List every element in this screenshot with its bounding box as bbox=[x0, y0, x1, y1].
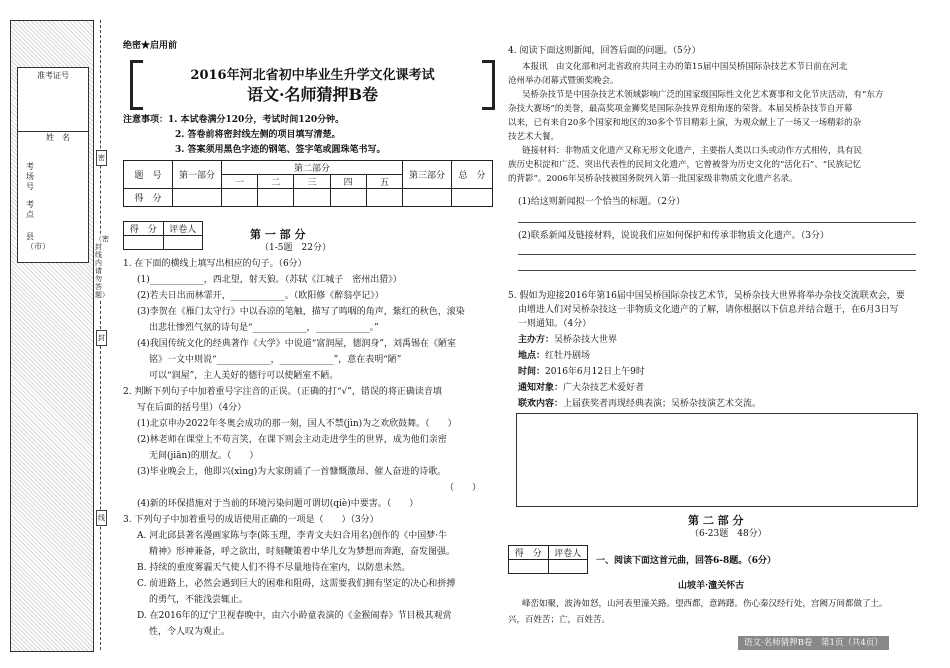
note-3: 3. 答案须用黑色字迹的钢笔、签字笔或圆珠笔书写。 bbox=[175, 145, 386, 155]
q4-body-4: 杂技大赛场”的美誉，最高奖项金狮奖是国际杂技界竞相角逐的荣誉。本届吴桥杂技节自开幕 bbox=[508, 104, 853, 114]
q1-line-5: (4)我国传统文化的经典著作《大学》中说道“富润屋，德润身”，刘禹锡在《陋室 bbox=[137, 339, 456, 349]
note-2: 2. 答卷前将密封线左侧的项目填写清楚。 bbox=[175, 130, 341, 140]
q5-info-5: 联欢内容：上届获奖者再现经典表演；吴桥杂技演艺术交流。 bbox=[518, 399, 762, 409]
q3-opt-2: 精神》形神兼备，呼之欲出，时刻鞭策着中华儿女为梦想而奔跑，奋发图强。 bbox=[149, 547, 456, 557]
part1-title: 第 一 部 分 bbox=[250, 228, 306, 241]
q3-opt-5: 的勇气，不能浅尝辄止。 bbox=[149, 595, 249, 605]
field-name: 姓 名 bbox=[46, 133, 70, 142]
q1-line-1: (1)____________，西北望，射天狼。（苏轼《江城子 密州出猎》） bbox=[137, 275, 402, 285]
q2-line-5: （ ） bbox=[445, 483, 482, 493]
q4-body-2: 沧州举办闭幕式暨颁奖晚会。 bbox=[508, 76, 619, 86]
poem-line-1: 峰峦如聚，波涛如怒，山河表里潼关路。望西都，意踌躇。伤心秦汉经行处，宫阙万间都做了土。 bbox=[522, 599, 888, 609]
grader-box-2: 得 分 评卷人 bbox=[508, 545, 588, 574]
col-sub-1: 一 bbox=[222, 175, 258, 189]
col-part2: 第二部分 bbox=[222, 161, 403, 175]
q2-line-4: (3)毕业晚会上，他即兴(xìng)为大家朗诵了一首慷慨激昂、催人奋进的诗歌。 bbox=[137, 467, 447, 477]
binding-mark-2: 封 bbox=[96, 330, 107, 346]
q3-stem: 3. 下列句子中加着重号的成语使用正确的一项是（ ）（3分） bbox=[123, 515, 379, 525]
q4-answer-line-2 bbox=[518, 254, 916, 255]
exam-title: 2016年河北省初中毕业生升学文化课考试 bbox=[190, 68, 435, 83]
section1-title: 一、阅读下面这首元曲，回答6-8题。（6分） bbox=[596, 556, 777, 566]
score-table bbox=[123, 160, 493, 207]
title-box bbox=[130, 60, 495, 104]
q4-news bbox=[508, 60, 918, 186]
part1-sub: （1-5题 22分） bbox=[260, 243, 331, 253]
q4-stem: 4. 阅读下面这则新闻，回答后面的问题。（5分） bbox=[508, 46, 701, 56]
part2-title: 第 二 部 分 bbox=[688, 514, 744, 527]
binding-mark-3: 线 bbox=[96, 510, 107, 526]
q3-opt-1: A. 河北邱县著名漫画家陈与李(陈玉理，李青文夫妇合用名)创作的《中国梦·牛 bbox=[137, 531, 448, 541]
q2-stem-2: 写在后面的括号里）（4分） bbox=[137, 403, 247, 413]
part2-sub: （6-23题 48分） bbox=[690, 529, 767, 539]
field-exam-room: 考场号 bbox=[26, 162, 34, 191]
q1-line-6: 铭》一文中则说“____________，____________”，意在表明“陋” bbox=[149, 355, 402, 365]
q1-line-7: 可以“润屋”，主人美好的德行可以使陋室不陋。 bbox=[149, 371, 339, 381]
col-part3: 第三部分 bbox=[403, 161, 452, 189]
col-sub-4: 四 bbox=[330, 175, 366, 189]
poem-line-2: 兴，百姓苦；亡，百姓苦。 bbox=[508, 615, 611, 625]
q1-stem: 1. 在下面的横线上填写出相应的句子。（6分） bbox=[123, 259, 307, 269]
binding-note: （密封线内请勿答题） bbox=[95, 235, 109, 299]
q5-stem-2: 由增进人们对吴桥杂技这一非物质文化遗产的了解，请你根据以下信息并结合题干，在6月3日写 bbox=[518, 305, 899, 315]
field-exam-site: 考 点 bbox=[26, 200, 42, 219]
q5-answer-box[interactable] bbox=[516, 413, 918, 507]
q5-info-2: 地点：红牡丹剧场 bbox=[518, 351, 591, 361]
col-sub-5: 五 bbox=[366, 175, 402, 189]
page-footer: 语文·名师猜押B卷 第1页（共4页） bbox=[738, 636, 889, 650]
q3-opt-7: 性，令人叹为观止。 bbox=[149, 627, 231, 637]
q3-opt-3: B. 持续的重度雾霾天气使人们不得不尽量地待在室内，以防患未然。 bbox=[137, 563, 411, 573]
q1-line-4: 出悲壮惨烈气氛的诗句是“____________，____________。” bbox=[149, 323, 379, 333]
binding-strip bbox=[10, 20, 94, 652]
q5-info-4: 通知对象：广大杂技艺术爱好者 bbox=[518, 383, 645, 393]
q2-line-1: (1)北京申办2022年冬奥会成功的那一刻，国人不禁(jìn)为之欢欣鼓舞。（ ） bbox=[137, 419, 457, 429]
q4-body-6: 技艺术大餐。 bbox=[508, 132, 560, 142]
poem-title: 山坡羊·潼关怀古 bbox=[678, 581, 745, 591]
admission-label: 准考证号 bbox=[37, 71, 69, 80]
q3-opt-6: D. 在2016年的辽宁卫视春晚中，由六小龄童表演的《金猴闹春》节目极其观赏 bbox=[137, 611, 452, 621]
secret-mark: 绝密★启用前 bbox=[123, 41, 178, 51]
q4-body-7: 链接材料：非物质文化遗产又称无形文化遗产，主要指人类以口头或动作方式相传，具有民 bbox=[522, 146, 863, 156]
q1-line-3: (3)李贺在《雁门太守行》中以吞凉的笔触，描写了鸣咽的角声，紫红的秋色，滚染 bbox=[137, 307, 465, 317]
col-total: 总 分 bbox=[452, 161, 493, 189]
q1-line-2: (2)若夫日出而林霏开，____________。（欧阳修《醉翁亭记》） bbox=[137, 291, 384, 301]
info-box bbox=[17, 131, 89, 263]
exam-subtitle: 语文·名师猜押B卷 bbox=[246, 85, 379, 104]
note-1: 注意事项：1. 本试卷满分120分，考试时间120分钟。 bbox=[123, 115, 345, 125]
q3-opt-4: C. 前进路上，必然会遇到巨大的困难和阻碍，这需要我们拥有坚定的决心和拼搏 bbox=[137, 579, 456, 589]
col-sub-2: 二 bbox=[258, 175, 294, 189]
q4-body-1: 本报讯 由文化部和河北省政府共同主办的第15届中国吴桥国际杂技艺术节日前在河北 bbox=[522, 62, 848, 72]
field-county: 县（市） bbox=[26, 232, 50, 251]
q4-body-9: 的背影”。2006年吴桥杂技被国务院列入第一批国家级非物质文化遗产名录。 bbox=[508, 174, 798, 184]
q4-body-3: 吴桥杂技节是中国杂技艺术领域影响广泛的国家级国际性文化艺术赛事和文化节庆活动，有“东方 bbox=[522, 90, 884, 100]
q2-stem: 2. 判断下列句子中加着重号字注音的正误。（正确的打“√”，错误的将正确读音填 bbox=[123, 387, 442, 397]
q5-stem-3: 一则通知。（4分） bbox=[518, 319, 592, 329]
q4-answer-line-1 bbox=[518, 222, 916, 223]
binding-mark-1: 密 bbox=[96, 150, 107, 166]
q5-stem-1: 5. 假如为迎接2016年第16届中国吴桥国际杂技艺术节，吴桥杂技大世界将举办杂技交流联欢会，要 bbox=[508, 291, 905, 301]
q2-line-3: 无间(jiān)的朋友。（ ） bbox=[149, 451, 259, 461]
grader-box-1: 得 分 评卷人 bbox=[123, 221, 203, 250]
q2-line-6: (4)新的环保措施对于当前的环境污染问题可谓切(qiè)中要害。（ ） bbox=[137, 499, 419, 509]
q5-info-3: 时间：2016年6月12日上午9时 bbox=[518, 367, 645, 377]
q4-body-8: 族历史积淀和广泛、突出代表性的民间文化遗产，它曾被誉为历史文化的“活化石”、“民族记忆 bbox=[508, 160, 862, 170]
q2-line-2: (2)林老师在课堂上不苟言笑，在课下则会主动走进学生的世界，成为他们亲密 bbox=[137, 435, 447, 445]
q5-info-1: 主办方：吴桥杂技大世界 bbox=[518, 335, 618, 345]
row-score: 得 分 bbox=[124, 189, 173, 207]
col-part1: 第一部分 bbox=[173, 161, 222, 189]
q4-body-5: 以来，已有来自20多个国家和地区的30多个节目精彩上演，为观众献上了一场又一场精彩的杂 bbox=[508, 118, 862, 128]
q4-answer-line-3 bbox=[518, 270, 916, 271]
q4-sub2: (2)联系新闻及链接材料，说说我们应如何保护和传承非物质文化遗产。（3分） bbox=[518, 231, 829, 241]
q4-sub1: (1)给这则新闻拟一个恰当的标题。（2分） bbox=[518, 197, 685, 207]
col-sub-3: 三 bbox=[294, 175, 330, 189]
col-tihao: 题 号 bbox=[124, 161, 173, 189]
